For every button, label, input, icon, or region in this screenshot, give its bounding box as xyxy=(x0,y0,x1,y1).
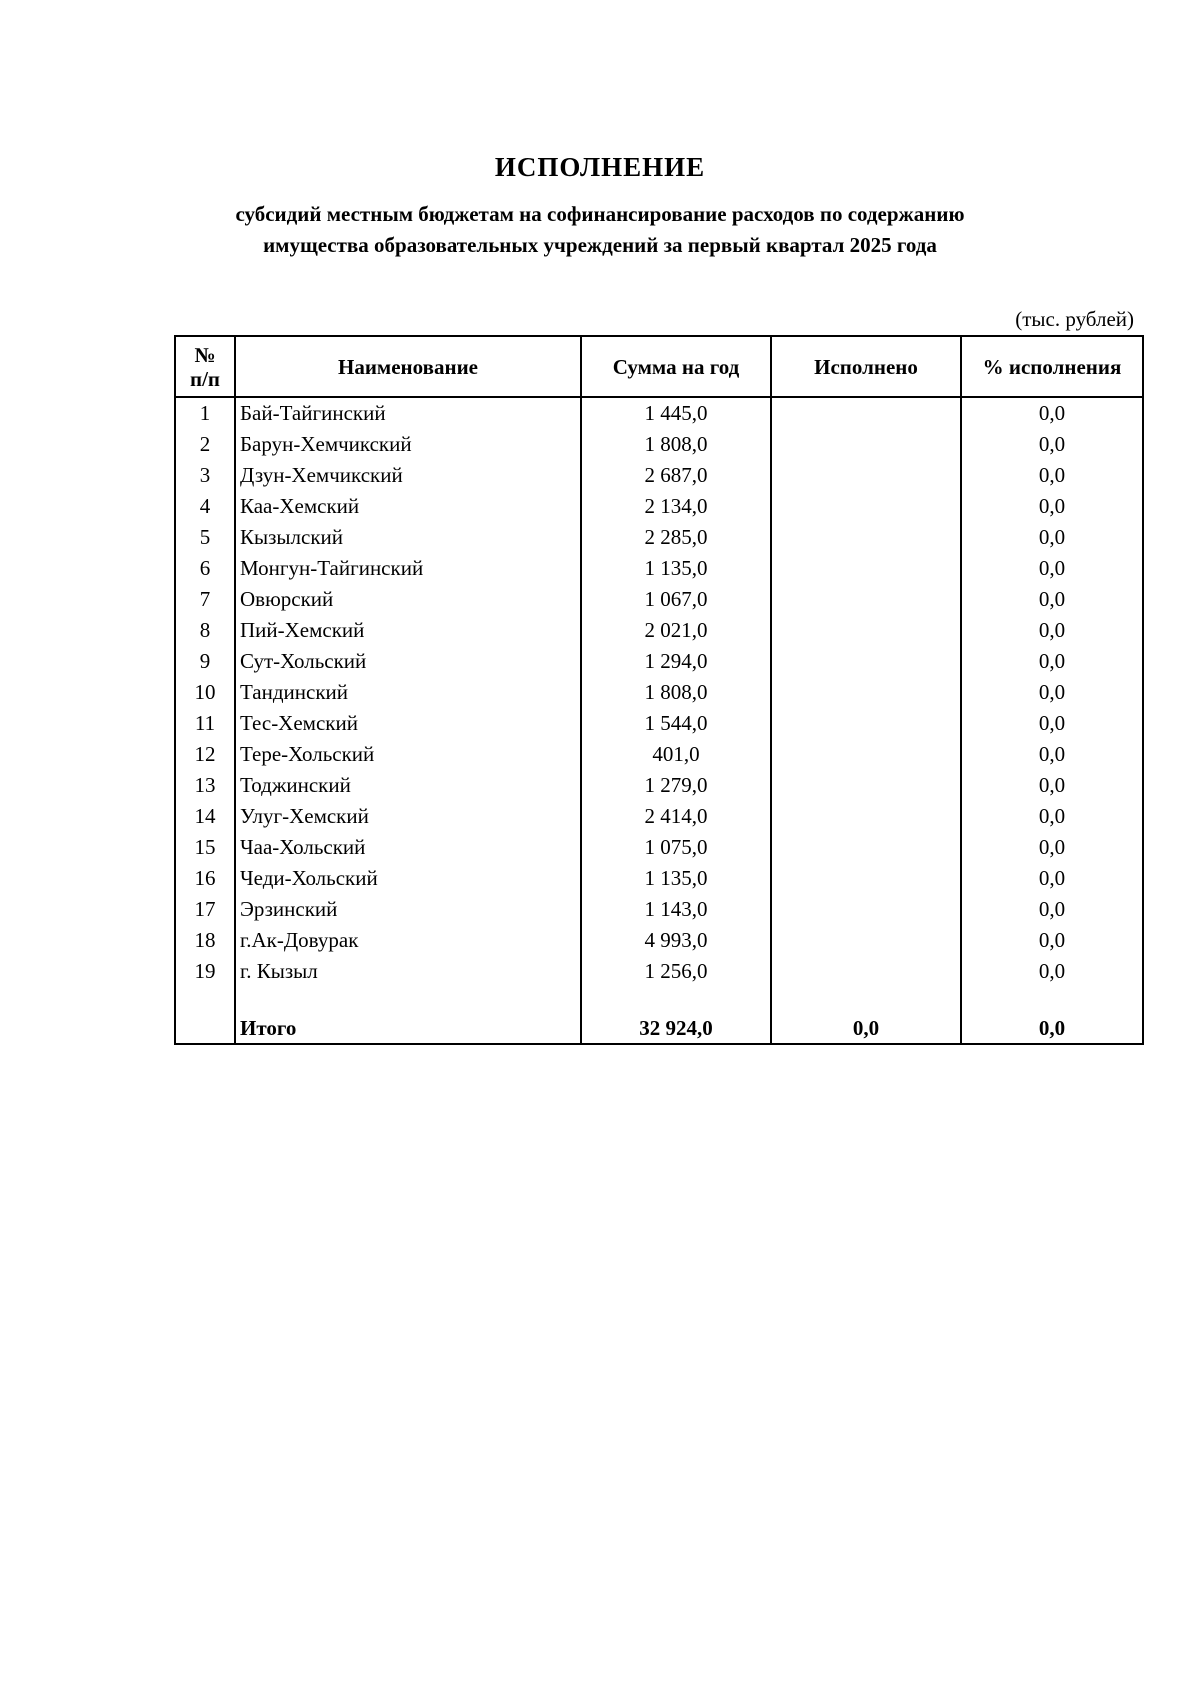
row-annual-sum: 2 021,0 xyxy=(581,615,771,646)
row-annual-sum: 1 067,0 xyxy=(581,584,771,615)
table-row xyxy=(175,584,1143,615)
spacer-cell xyxy=(175,987,235,1013)
row-executed xyxy=(771,801,961,832)
spacer-cell xyxy=(771,987,961,1013)
document-subtitle-line-2: имущества образовательных учреждений за первый квартал 2025 года xyxy=(263,233,937,257)
total-executed: 0,0 xyxy=(771,1013,961,1044)
row-annual-sum: 2 285,0 xyxy=(581,522,771,553)
row-number: 12 xyxy=(175,739,235,770)
row-municipality-name: Эрзинский xyxy=(235,894,581,925)
row-executed xyxy=(771,770,961,801)
row-executed xyxy=(771,522,961,553)
table-row xyxy=(175,801,1143,832)
row-annual-sum: 2 134,0 xyxy=(581,491,771,522)
row-annual-sum: 1 143,0 xyxy=(581,894,771,925)
column-header-number-line-1: № xyxy=(194,342,216,367)
total-number-cell xyxy=(175,1013,235,1044)
total-label: Итого xyxy=(235,1013,581,1044)
table-spacer-row xyxy=(175,987,1143,1013)
row-executed xyxy=(771,863,961,894)
row-annual-sum: 1 294,0 xyxy=(581,646,771,677)
table-row xyxy=(175,460,1143,491)
row-executed xyxy=(771,429,961,460)
table-header xyxy=(175,336,1143,397)
table-row xyxy=(175,553,1143,584)
row-execution-percent: 0,0 xyxy=(961,522,1143,553)
row-execution-percent: 0,0 xyxy=(961,677,1143,708)
row-execution-percent: 0,0 xyxy=(961,584,1143,615)
row-executed xyxy=(771,460,961,491)
row-municipality-name: Пий-Хемский xyxy=(235,615,581,646)
row-annual-sum: 2 687,0 xyxy=(581,460,771,491)
row-number: 15 xyxy=(175,832,235,863)
row-execution-percent: 0,0 xyxy=(961,770,1143,801)
row-execution-percent: 0,0 xyxy=(961,397,1143,429)
row-number: 13 xyxy=(175,770,235,801)
row-municipality-name: Чаа-Хольский xyxy=(235,832,581,863)
total-execution-percent: 0,0 xyxy=(961,1013,1143,1044)
row-executed xyxy=(771,956,961,987)
table-row xyxy=(175,677,1143,708)
row-number: 10 xyxy=(175,677,235,708)
row-number: 19 xyxy=(175,956,235,987)
row-execution-percent: 0,0 xyxy=(961,429,1143,460)
row-execution-percent: 0,0 xyxy=(961,956,1143,987)
row-municipality-name: Овюрский xyxy=(235,584,581,615)
row-execution-percent: 0,0 xyxy=(961,708,1143,739)
column-header-name: Наименование xyxy=(235,336,581,397)
table-row xyxy=(175,863,1143,894)
row-number: 16 xyxy=(175,863,235,894)
row-number: 14 xyxy=(175,801,235,832)
document-subtitle-line-1: субсидий местным бюджетам на софинансирование расходов по содержанию xyxy=(235,202,965,226)
row-annual-sum: 4 993,0 xyxy=(581,925,771,956)
table-total-row xyxy=(175,1013,1143,1044)
row-executed xyxy=(771,584,961,615)
row-municipality-name: Дзун-Хемчикский xyxy=(235,460,581,491)
row-executed xyxy=(771,832,961,863)
row-number: 2 xyxy=(175,429,235,460)
row-annual-sum: 1 075,0 xyxy=(581,832,771,863)
row-municipality-name: Чеди-Хольский xyxy=(235,863,581,894)
row-municipality-name: Кызылский xyxy=(235,522,581,553)
row-annual-sum: 2 414,0 xyxy=(581,801,771,832)
spacer-cell xyxy=(961,987,1143,1013)
row-municipality-name: Тес-Хемский xyxy=(235,708,581,739)
row-execution-percent: 0,0 xyxy=(961,615,1143,646)
row-executed xyxy=(771,739,961,770)
total-annual-sum: 32 924,0 xyxy=(581,1013,771,1044)
units-note: (тыс. рублей) xyxy=(1015,307,1134,331)
row-executed xyxy=(771,491,961,522)
table-row xyxy=(175,491,1143,522)
document-title: ИСПОЛНЕНИЕ xyxy=(494,152,706,182)
table-row xyxy=(175,646,1143,677)
row-number: 1 xyxy=(175,397,235,429)
execution-table xyxy=(174,335,1144,1045)
table-row xyxy=(175,832,1143,863)
row-annual-sum: 1 445,0 xyxy=(581,397,771,429)
table-body xyxy=(175,397,1143,1044)
row-executed xyxy=(771,677,961,708)
row-number: 17 xyxy=(175,894,235,925)
row-execution-percent: 0,0 xyxy=(961,491,1143,522)
row-executed xyxy=(771,397,961,429)
row-executed xyxy=(771,646,961,677)
table-row xyxy=(175,956,1143,987)
row-number: 9 xyxy=(175,646,235,677)
row-annual-sum: 401,0 xyxy=(581,739,771,770)
row-number: 18 xyxy=(175,925,235,956)
row-municipality-name: Каа-Хемский xyxy=(235,491,581,522)
row-executed xyxy=(771,925,961,956)
row-executed xyxy=(771,894,961,925)
row-municipality-name: Монгун-Тайгинский xyxy=(235,553,581,584)
row-municipality-name: Тере-Хольский xyxy=(235,739,581,770)
row-annual-sum: 1 808,0 xyxy=(581,677,771,708)
spacer-cell xyxy=(581,987,771,1013)
row-number: 7 xyxy=(175,584,235,615)
row-annual-sum: 1 135,0 xyxy=(581,553,771,584)
table-row xyxy=(175,522,1143,553)
row-number: 3 xyxy=(175,460,235,491)
table-row xyxy=(175,615,1143,646)
row-executed xyxy=(771,553,961,584)
row-execution-percent: 0,0 xyxy=(961,863,1143,894)
row-municipality-name: Сут-Хольский xyxy=(235,646,581,677)
row-municipality-name: Бай-Тайгинский xyxy=(235,397,581,429)
table-row xyxy=(175,894,1143,925)
row-number: 6 xyxy=(175,553,235,584)
row-number: 5 xyxy=(175,522,235,553)
row-execution-percent: 0,0 xyxy=(961,739,1143,770)
row-execution-percent: 0,0 xyxy=(961,646,1143,677)
row-municipality-name: Тоджинский xyxy=(235,770,581,801)
row-annual-sum: 1 544,0 xyxy=(581,708,771,739)
row-executed xyxy=(771,615,961,646)
column-header-number xyxy=(175,336,235,397)
row-annual-sum: 1 135,0 xyxy=(581,863,771,894)
row-municipality-name: Улуг-Хемский xyxy=(235,801,581,832)
row-annual-sum: 1 256,0 xyxy=(581,956,771,987)
row-number: 4 xyxy=(175,491,235,522)
row-execution-percent: 0,0 xyxy=(961,894,1143,925)
table-row xyxy=(175,925,1143,956)
spacer-cell xyxy=(235,987,581,1013)
row-municipality-name: Барун-Хемчикский xyxy=(235,429,581,460)
row-execution-percent: 0,0 xyxy=(961,553,1143,584)
column-header-executed: Исполнено xyxy=(771,336,961,397)
row-executed xyxy=(771,708,961,739)
row-annual-sum: 1 279,0 xyxy=(581,770,771,801)
row-execution-percent: 0,0 xyxy=(961,832,1143,863)
row-municipality-name: г. Кызыл xyxy=(235,956,581,987)
column-header-execution-percent: % исполнения xyxy=(961,336,1143,397)
table-row xyxy=(175,708,1143,739)
row-number: 8 xyxy=(175,615,235,646)
column-header-number-line-2: п/п xyxy=(189,366,221,391)
row-municipality-name: Тандинский xyxy=(235,677,581,708)
row-execution-percent: 0,0 xyxy=(961,801,1143,832)
table-row xyxy=(175,739,1143,770)
row-execution-percent: 0,0 xyxy=(961,460,1143,491)
column-header-annual-sum: Сумма на год xyxy=(581,336,771,397)
row-annual-sum: 1 808,0 xyxy=(581,429,771,460)
table-row xyxy=(175,770,1143,801)
table-header-row xyxy=(175,336,1143,397)
row-number: 11 xyxy=(175,708,235,739)
table-row xyxy=(175,429,1143,460)
row-municipality-name: г.Ак-Довурак xyxy=(235,925,581,956)
table-row xyxy=(175,397,1143,429)
row-execution-percent: 0,0 xyxy=(961,925,1143,956)
